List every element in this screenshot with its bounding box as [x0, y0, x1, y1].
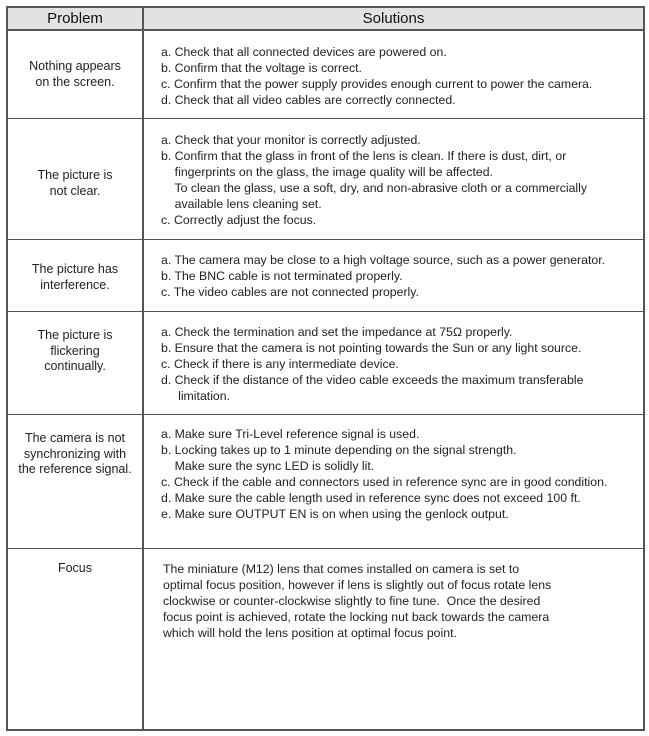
- problem-line: interference.: [40, 277, 110, 292]
- solution-line: c. Confirm that the power supply provides enough current to power the camera.: [161, 77, 593, 91]
- problem-line: not clear.: [49, 183, 101, 198]
- solution-line: c. Correctly adjust the focus.: [161, 213, 317, 227]
- solution-line: focus point is achieved, rotate the locking nut back towards the camera: [163, 610, 550, 624]
- problem-cell: [12, 59, 138, 90]
- troubleshooting-table: [6, 6, 645, 731]
- solution-line: c. The video cables are not connected properly.: [161, 285, 419, 299]
- solution-line: b. Locking takes up to 1 minute depending on the signal strength.: [161, 443, 517, 457]
- problem-line: Focus: [57, 561, 93, 575]
- solution-cell: [161, 252, 639, 300]
- header-solutions: Solutions: [362, 10, 425, 27]
- row-divider: [8, 118, 643, 119]
- row-divider: [8, 548, 643, 549]
- problem-line: The picture is: [37, 168, 113, 182]
- problem-cell: [12, 168, 138, 199]
- table-header: [8, 8, 643, 31]
- solution-line: b. Ensure that the camera is not pointing towards the Sun or any light source.: [161, 341, 582, 355]
- problem-cell: [12, 328, 138, 375]
- solution-line: clockwise or counter-clockwise slightly to fine tune. Once the desired: [163, 594, 541, 608]
- row-divider: [8, 414, 643, 415]
- problem-line: on the screen.: [35, 74, 115, 89]
- header-problem: Problem: [47, 10, 103, 27]
- solution-line: a. Check that all connected devices are powered on.: [161, 45, 447, 59]
- solution-cell: [161, 132, 639, 228]
- problem-line: The picture has: [31, 262, 119, 276]
- row-divider: [8, 311, 643, 312]
- row-divider: [8, 239, 643, 240]
- problem-cell: [12, 561, 138, 577]
- solution-cell: [161, 426, 639, 522]
- solution-line: limitation.: [161, 389, 231, 403]
- solution-cell: [161, 324, 639, 404]
- problem-line: Nothing appears: [29, 59, 121, 73]
- problem-line: The picture is: [37, 328, 113, 342]
- solution-line: c. Check if the cable and connectors used in reference sync are in good condition.: [161, 475, 608, 489]
- solution-cell: [163, 561, 641, 641]
- solution-line: e. Make sure OUTPUT EN is on when using the genlock output.: [161, 507, 509, 521]
- problem-line: continually.: [44, 359, 106, 373]
- solution-line: d. Check that all video cables are correctly connected.: [161, 93, 456, 107]
- problem-cell: [12, 431, 138, 478]
- column-divider: [142, 8, 144, 729]
- solution-cell: [161, 44, 639, 108]
- solution-line: b. Confirm that the voltage is correct.: [161, 61, 362, 75]
- solution-line: a. Check the termination and set the impedance at 75Ω properly.: [161, 325, 513, 339]
- problem-line: flickering: [50, 343, 100, 358]
- solution-line: The miniature (M12) lens that comes installed on camera is set to: [163, 562, 520, 576]
- problem-line: The camera is not: [24, 431, 126, 445]
- problem-line: the reference signal.: [18, 462, 132, 476]
- solution-line: d. Make sure the cable length used in reference sync does not exceed 100 ft.: [161, 491, 581, 505]
- solution-line: a. The camera may be close to a high voltage source, such as a power generator.: [161, 253, 606, 267]
- solution-line: a. Make sure Tri-Level reference signal is used.: [161, 427, 420, 441]
- solution-line: c. Check if there is any intermediate device.: [161, 357, 399, 371]
- solution-line: optimal focus position, however if lens is slightly out of focus rotate lens: [163, 578, 552, 592]
- problem-cell: [12, 262, 138, 293]
- problem-line: synchronizing with: [23, 446, 127, 461]
- solution-line: Make sure the sync LED is solidly lit.: [161, 459, 375, 473]
- solution-line: b. Confirm that the glass in front of the lens is clean. If there is dust, dirt, or: [161, 149, 567, 163]
- solution-line: a. Check that your monitor is correctly adjusted.: [161, 133, 421, 147]
- solution-line: To clean the glass, use a soft, dry, and non-abrasive cloth or a commercially: [161, 181, 588, 195]
- solution-line: available lens cleaning set.: [161, 197, 322, 211]
- solution-line: b. The BNC cable is not terminated properly.: [161, 269, 403, 283]
- solution-line: which will hold the lens position at optimal focus point.: [163, 626, 457, 640]
- solution-line: d. Check if the distance of the video cable exceeds the maximum transferable: [161, 373, 584, 387]
- solution-line: fingerprints on the glass, the image quality will be affected.: [161, 165, 493, 179]
